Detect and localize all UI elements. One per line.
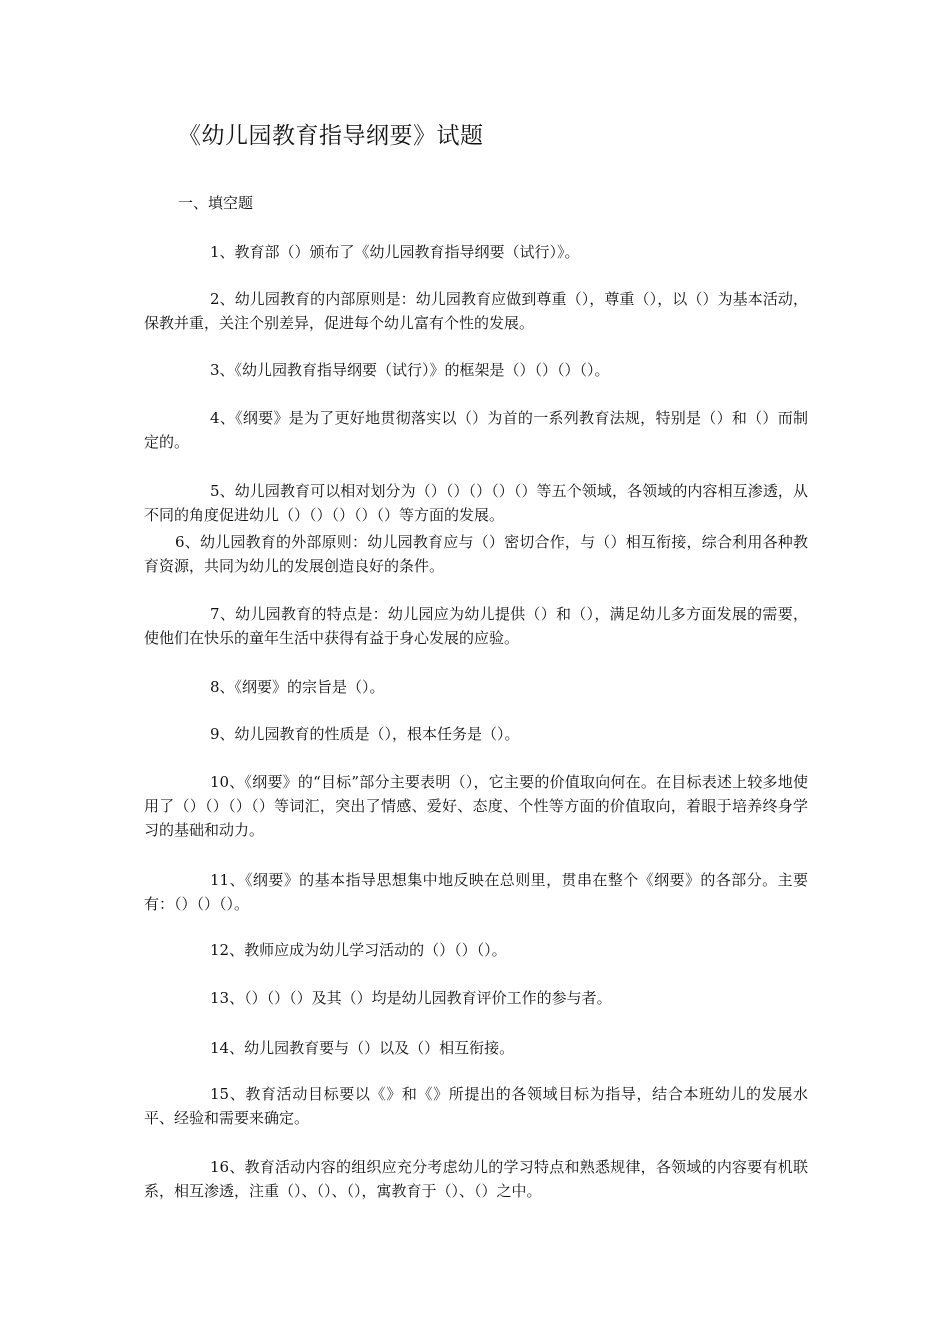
question-12: 12、教师应成为幼儿学习活动的（）（）（）。 [210,941,507,959]
question-15: 15、教育活动目标要以《》和《》所提出的各领域目标为指导，结合本班幼儿的发展水平、经验和需要来确定。 [144,1085,808,1127]
question-6: 6、幼儿园教育的外部原则：幼儿园教育应与（）密切合作，与（）相互衔接，综合利用各种教育资源，共同为幼儿的发展创造良好的条件。 [144,533,808,575]
question-8: 8、《纲要》的宗旨是（）。 [210,678,385,696]
question-2: 2、幼儿园教育的内部原则是：幼儿园教育应做到尊重（），尊重（），以（）为基本活动，保教并重，关注个别差异，促进每个幼儿富有个性的发展。 [144,290,808,332]
document-title: 《幼儿园教育指导纲要》试题 [178,123,484,149]
question-10: 10、《纲要》的“目标”部分主要表明（），它主要的价值取向何在。在目标表述上较多地使用了（）（）（）（）等词汇，突出了情感、爱好、态度、个性等方面的价值取向，着眼于培养终身学习的基础和动力。 [144,773,808,839]
question-13: 13、（）（）（）及其（）均是幼儿园教育评价工作的参与者。 [210,989,612,1007]
question-11: 11、《纲要》的基本指导思想集中地反映在总则里，贯串在整个《纲要》的各部分。主要有：（）（）（）。 [144,871,808,913]
question-4: 4、《纲要》是为了更好地贯彻落实以（）为首的一系列教育法规，特别是（）和（）而制定的。 [144,409,808,451]
question-3: 3、《幼儿园教育指导纲要（试行）》的框架是（）（）（）（）。 [210,361,610,379]
question-1: 1、教育部（）颁布了《幼儿园教育指导纲要（试行）》。 [210,243,580,261]
section-heading: 一、填空题 [178,194,254,212]
question-7: 7、幼儿园教育的特点是：幼儿园应为幼儿提供（）和（），满足幼儿多方面发展的需要，使他们在快乐的童年生活中获得有益于身心发展的应验。 [144,605,808,647]
question-16: 16、教育活动内容的组织应充分考虑幼儿的学习特点和熟悉规律，各领域的内容要有机联系，相互渗透，注重（）、（）、（），寓教育于（）、（）之中。 [144,1158,808,1200]
question-9: 9、幼儿园教育的性质是（），根本任务是（）。 [210,725,520,743]
question-5: 5、幼儿园教育可以相对划分为（）（）（）（）（）等五个领域，各领域的内容相互渗透，从不同的角度促进幼儿（）（）（）（）（）等方面的发展。 [144,482,808,524]
question-14: 14、幼儿园教育要与（）以及（）相互衔接。 [210,1039,515,1057]
